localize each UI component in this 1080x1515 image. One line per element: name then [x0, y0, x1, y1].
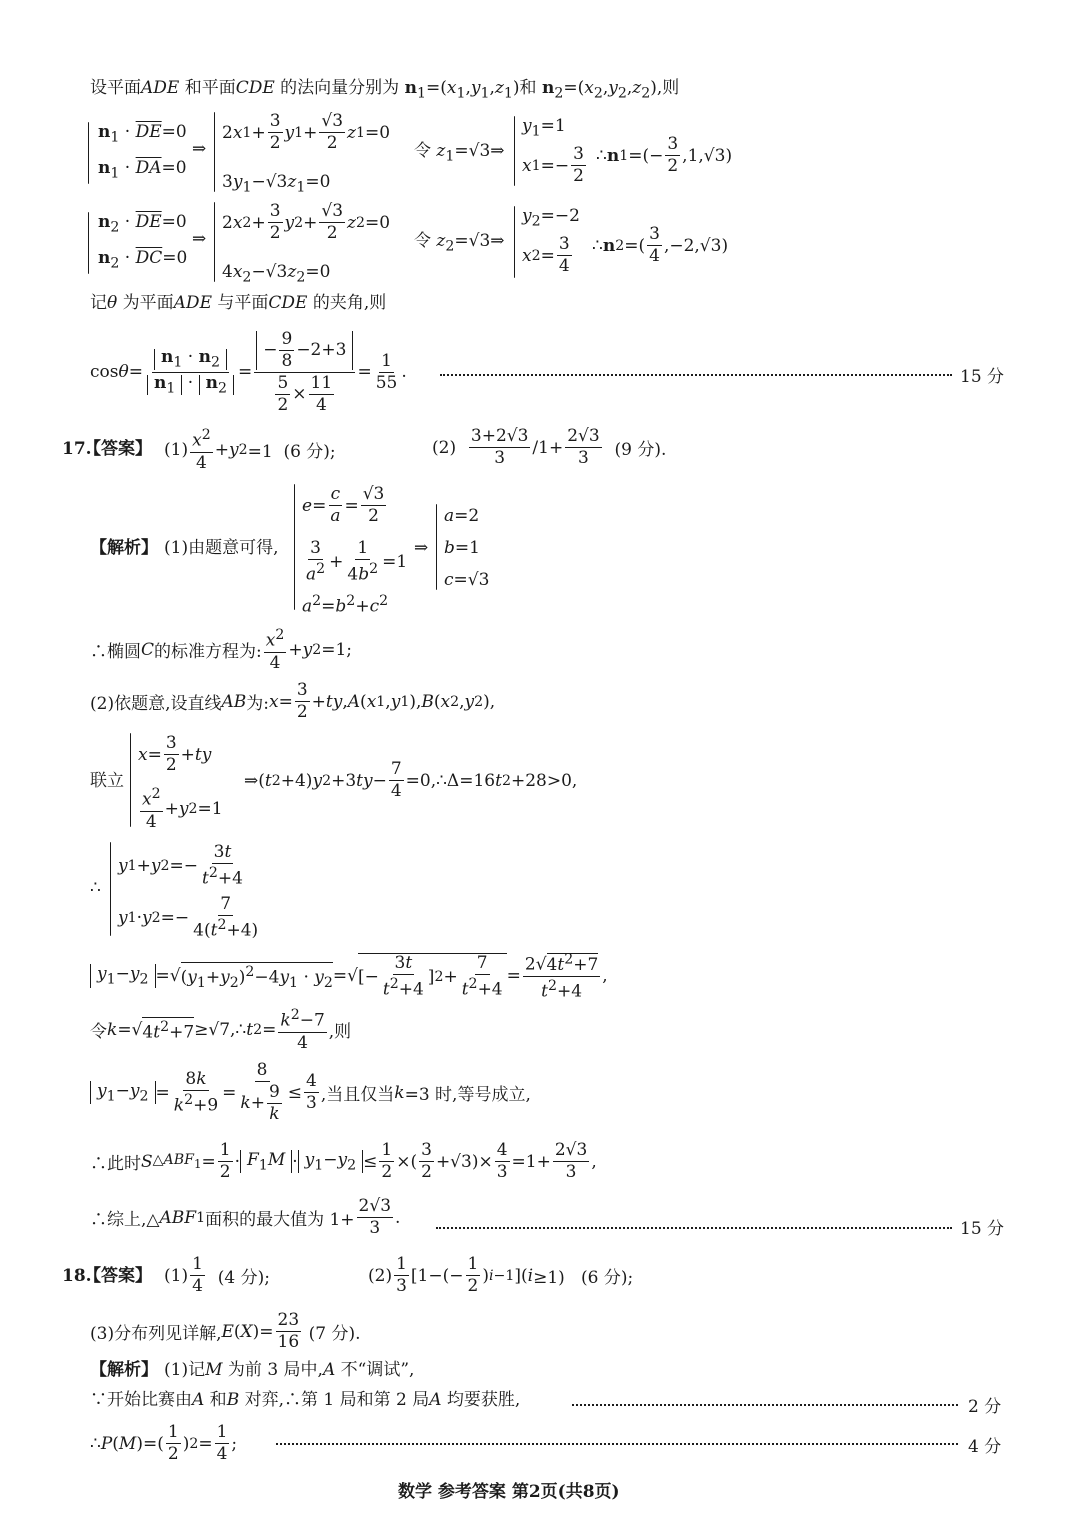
- q18-answer-tag: 【答案】: [84, 1266, 152, 1286]
- q18-line-3: ∴ P ( M )=( $\frac{1}{2}$ ) 2 = $\frac{1}{4}$ ;: [90, 1422, 238, 1464]
- q17-number: 17.: [62, 439, 92, 459]
- n2-equation-1: 2 x 2 + $\frac{3}{2}$ y 2 + $\frac{√3}{2}$ z 2 =0: [222, 201, 391, 243]
- q18-line-1: (1)记M 为前 3 局中,A 不“调试”,: [164, 1360, 415, 1380]
- dotted-leader: [572, 1404, 958, 1406]
- implies-arrow: ⇒: [192, 139, 207, 159]
- score-label: 4 分: [968, 1437, 1002, 1457]
- q17-let-k: 令 k =√ $4t^2+7$ ≥√7,∴ t 2 = $\frac{k^2-7}{4}$ ,则: [90, 1007, 352, 1053]
- q18-answer-3: (3)分布列见详解, E ( X )= $\frac{23}{16}$ (7 分).: [90, 1310, 361, 1352]
- brace-n1-equations: [214, 112, 215, 192]
- q17-vieta-sum: y 1 + y 2 =− $\frac{3t}{t^2+4}$: [118, 842, 243, 889]
- n2-let: 令 $z_2=√3\Rightarrow$: [414, 231, 505, 255]
- dotted-leader: [440, 374, 952, 376]
- q17-eq-point: $\frac{3}{a^2}$ + $\frac{1}{4b^2}$ =1: [306, 538, 408, 585]
- score-label: 15 分: [960, 1219, 1005, 1239]
- theta-line: 记θ 为平面ADE 与平面CDE 的夹角,则: [90, 293, 387, 313]
- q17-eq-eccentricity: e = $\frac{c}{a}$ = $\frac{√3}{2}$: [302, 484, 385, 526]
- q18-analysis-tag: 【解析】: [90, 1360, 158, 1380]
- brace-q17-joint: [130, 733, 131, 827]
- q17-answer-2: (2) $\frac{3+2√3}{3}$ /1+ $\frac{2√3}{3}$ (9 分).: [432, 426, 667, 468]
- q17-solution-b: b=1: [444, 538, 480, 558]
- n2-solution-2: x 2 = $\frac{3}{4}$: [522, 234, 570, 276]
- n1-solution-1: $y_1=1$: [522, 116, 566, 140]
- q17-conclusion: ∴综上,△ ABF 1 面积的最大值为 1+ $\frac{2√3}{3}$ .: [90, 1196, 401, 1238]
- cos-line: cos θ = $\frac{n_1 \cdot n_2}{n_1 \cdot n_2}$ = − $\frac{9}{8}$ −2+3 $\frac{5}{2}$ × $\frac{11}{4}$ = $\frac{1}{55}$ .: [90, 328, 407, 415]
- q17-area-line: ∴此时 S $\triangle ABF_1$ = $\frac{1}{2}$ · $F_1M$ · $y_1-y_2$ ≤ $\frac{1}{2}$ ×( $\frac{3}{2}$ +√3)× $\frac{4}{3}$ =1+ $\frac{2√3}{3}$ ,: [90, 1140, 597, 1182]
- score-label: 15 分: [960, 367, 1005, 387]
- brace-n2-equations: [214, 202, 215, 282]
- n2-equation-2: $4x_2-√3z_2=0$: [222, 262, 331, 286]
- q18-answer-2: (2) $\frac{1}{3}$ [1−(− $\frac{1}{2}$ ) i−1 ]( i ≥1) (6 分);: [368, 1254, 634, 1296]
- n1-equation-1: 2 x 1 + $\frac{3}{2}$ y 1 + $\frac{√3}{2}$ z 1 =0: [222, 111, 391, 153]
- brace-q17-system: [294, 484, 295, 610]
- n1-vector: ∴ n 1 =(− $\frac{3}{2}$ ,1,√3): [596, 134, 733, 176]
- q17-analysis-tag: 【解析】: [90, 538, 158, 558]
- implies-arrow: ⇒: [192, 229, 207, 249]
- brace-n1-solution: [514, 116, 515, 186]
- dotted-leader: [276, 1443, 958, 1445]
- brace-q17-solution: [436, 504, 437, 590]
- q17-diff-line: $y_1-y_2$ =√ $(y_1+y_2)^2-4y_1 \cdot y_2$ =√ [− $\frac{3t}{t^2+4}$ ] 2 + $\frac{7}{t^2+4}$ = $\frac{2√4t^2+7}{t^2+4}$ ,: [90, 952, 608, 1000]
- q18-answer-1: (1) $\frac{1}{4}$ (4 分);: [164, 1254, 270, 1296]
- s16-intro: 设平面ADE 和平面CDE 的法向量分别为 $n_1=(x_1,y_1,z_1)$和 $n_2=(x_2,y_2,z_2)$,则: [90, 78, 680, 102]
- n2-vector: ∴ n 2 =( $\frac{3}{4}$ ,−2,√3): [592, 224, 729, 266]
- brace-n2-conditions: [88, 212, 89, 274]
- n1-equation-2: $3y_1-√3z_1=0$: [222, 172, 331, 196]
- q18-number: 18.: [62, 1266, 92, 1286]
- score-label: 2 分: [968, 1397, 1002, 1417]
- q17-ellipse-equation: ∴椭圆 C 的标准方程为: $\frac{x^2}{4}$ + y 2 =1;: [90, 627, 353, 673]
- page-footer: 数学 参考答案 第2页(共8页): [398, 1482, 620, 1502]
- q17-quadratic: ⇒( t 2 +4) y 2 +3 ty − $\frac{7}{4}$ =0,∴Δ=16 t 2 +28>0,: [244, 759, 578, 801]
- q17-vieta-product: y 1 · y 2 =− $\frac{7}{4(t^2+4)}$: [118, 894, 259, 941]
- q17-vieta-lead: ∴: [90, 878, 101, 898]
- dotted-leader: [436, 1227, 952, 1229]
- q17-answer-tag: 【答案】: [84, 439, 152, 459]
- q17-joint-eq-1: x = $\frac{3}{2}$ + ty: [138, 733, 212, 775]
- brace-n2-solution: [514, 206, 515, 278]
- q17-solution-c: c=√3: [444, 570, 490, 590]
- brace-q17-vieta: [110, 842, 111, 936]
- n2-solution-1: $y_2=-2$: [522, 206, 580, 230]
- n1-condition-2: $n_1 \cdot \overline{DA}=0$: [98, 158, 187, 182]
- q17-solution-a: a=2: [444, 506, 480, 526]
- q17-line-ab: (2)依题意,设直线 AB 为: x = $\frac{3}{2}$ + ty , A ( x 1 , y 1 ), B ( x 2 , y 2 ),: [90, 680, 496, 722]
- n1-condition-1: $n_1 \cdot \overline{DE}=0$: [98, 122, 187, 146]
- implies-arrow: ⇒: [414, 538, 429, 558]
- q17-bound-line: $y_1-y_2$ = $\frac{8k}{k^2+9}$ = 8 k + $\frac{9}{k}$ ≤ $\frac{4}{3}$ ,当且仅当 k =3 时,等号成立,: [90, 1062, 531, 1123]
- n2-condition-2: $n_2 \cdot \overline{DC}=0$: [98, 248, 188, 272]
- q17-joint-eq-2: $\frac{x^2}{4}$ + y 2 =1: [142, 786, 223, 832]
- n1-let: 令 $z_1=√3\Rightarrow$: [414, 141, 505, 165]
- q17-eq-relation: $a^2=b^2+c^2$: [302, 593, 389, 617]
- q17-part1-lead: (1)由题意可得,: [164, 538, 279, 558]
- n2-condition-1: $n_2 \cdot \overline{DE}=0$: [98, 212, 187, 236]
- q17-lian-label: 联立: [90, 771, 124, 791]
- n1-solution-2: x 1 =− $\frac{3}{2}$: [522, 144, 584, 186]
- q18-line-2: ∵开始比赛由A 和B 对弈,∴第 1 局和第 2 局A 均要获胜,: [90, 1390, 521, 1410]
- brace-n1-conditions: [88, 122, 89, 184]
- q17-answer-1: (1) $\frac{x^2}{4}$ + y 2 =1 (6 分);: [164, 427, 336, 473]
